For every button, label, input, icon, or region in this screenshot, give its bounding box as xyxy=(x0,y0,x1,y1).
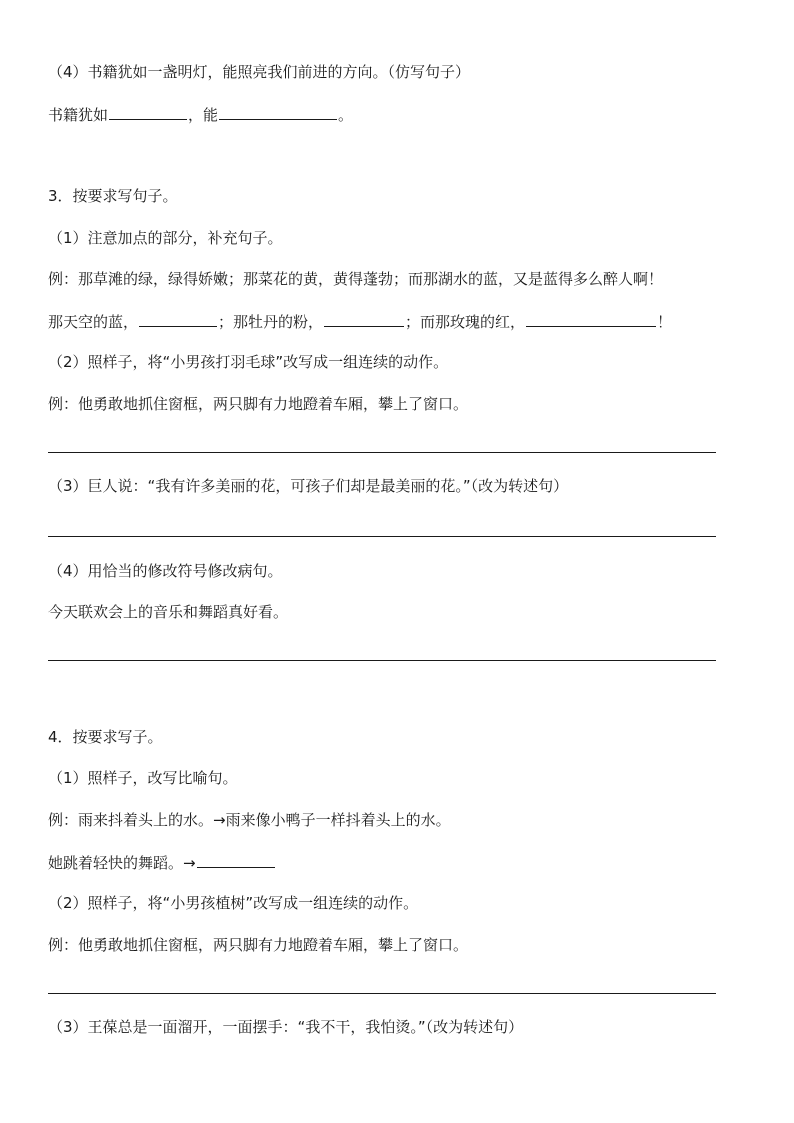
question-3-4-sentence: 今天联欢会上的音乐和舞蹈真好看。 xyxy=(48,603,289,621)
question-3-2-example: 例：他勇敢地抓住窗框，两只脚有力地蹬着车厢，攀上了窗口。 xyxy=(48,395,469,413)
question-4-1-example: 例：雨来抖着头上的水。→雨来像小鸭子一样抖着头上的水。 xyxy=(48,811,451,829)
fill-text: 她跳着轻快的舞蹈。→ xyxy=(48,854,196,872)
answer-line[interactable] xyxy=(48,993,716,994)
question-4-3-prompt: （3）王葆总是一面溜开，一面摆手：“我不干，我怕烫。”（改为转述句） xyxy=(48,1018,524,1036)
answer-blank[interactable] xyxy=(526,310,656,327)
answer-blank[interactable] xyxy=(324,310,404,327)
question-3-1-example: 例：那草滩的绿，绿得娇嫩；那菜花的黄，黄得蓬勃；而那湖水的蓝，又是蓝得多么醉人啊！ xyxy=(48,270,664,288)
answer-line[interactable] xyxy=(48,452,716,453)
answer-blank[interactable] xyxy=(197,851,275,868)
question-3-1-fill-line xyxy=(48,310,672,332)
question-3-1-prompt: （1）注意加点的部分，补充句子。 xyxy=(48,229,283,247)
fill-text: 。 xyxy=(338,106,354,124)
question-4-1-prompt: （1）照样子，改写比喻句。 xyxy=(48,769,238,787)
fill-text: ！ xyxy=(657,313,673,331)
fill-text: 书籍犹如 xyxy=(48,106,109,124)
section-3-heading: 3．按要求写句子。 xyxy=(48,187,178,205)
question-4-1-fill-line xyxy=(48,851,276,873)
question-4-2-example: 例：他勇敢地抓住窗框，两只脚有力地蹬着车厢，攀上了窗口。 xyxy=(48,936,469,954)
answer-line[interactable] xyxy=(48,536,716,537)
fill-text: 那天空的蓝， xyxy=(48,313,139,331)
question-3-2-prompt: （2）照样子，将“小男孩打羽毛球”改写成一组连续的动作。 xyxy=(48,353,449,371)
answer-blank[interactable] xyxy=(219,103,337,120)
question-2-4-prompt: （4）书籍犹如一盏明灯，能照亮我们前进的方向。（仿写句子） xyxy=(48,63,471,81)
answer-blank[interactable] xyxy=(109,103,187,120)
question-2-4-fill-line xyxy=(48,103,353,125)
question-3-4-prompt: （4）用恰当的修改符号修改病句。 xyxy=(48,562,283,580)
question-4-2-prompt: （2）照样子，将“小男孩植树”改写成一组连续的动作。 xyxy=(48,894,419,912)
fill-text: ；那牡丹的粉， xyxy=(218,313,324,331)
question-3-3-prompt: （3）巨人说：“我有许多美丽的花，可孩子们却是最美丽的花。”（改为转述句） xyxy=(48,477,569,495)
answer-line[interactable] xyxy=(48,660,716,661)
answer-blank[interactable] xyxy=(139,310,217,327)
fill-text: ；而那玫瑰的红， xyxy=(405,313,526,331)
section-4-heading: 4．按要求写子。 xyxy=(48,728,163,746)
fill-text: ，能 xyxy=(188,106,219,124)
